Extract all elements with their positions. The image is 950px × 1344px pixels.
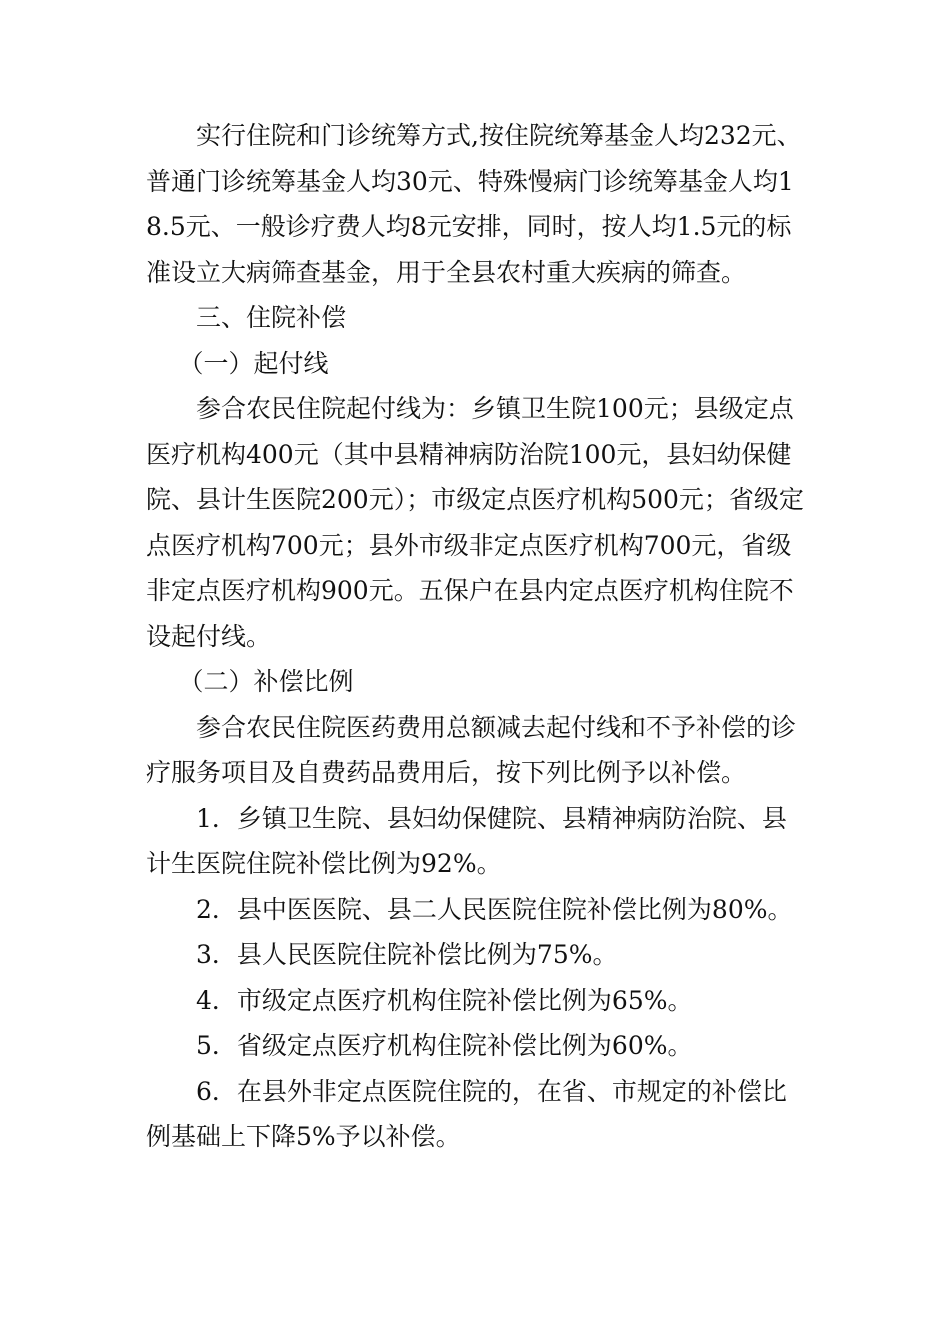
paragraph-compensation-intro: 参合农民住院医药费用总额减去起付线和不予补偿的诊疗服务项目及自费药品费用后，按下列比例予以补偿。 [146,712,797,787]
paragraph-deductible-details: 参合农民住院起付线为：乡镇卫生院100元；县级定点医疗机构400元（其中县精神病防治院100元，县妇幼保健院、县计生医院200元）；市级定点医疗机构500元；省级定点医疗机构700元；县外市级非定点医疗机构700元，省级非定点医疗机构900元。五保户在县内定点医疗机构住院不设起付线。 [146,394,804,651]
list-item-ratio-5: 5．省级定点医疗机构住院补偿比例为60%。 [196,1031,693,1060]
list-item-ratio-2: 2．县中医医院、县二人民医院住院补偿比例为80%。 [196,894,793,924]
list-item-ratio-4: 4．市级定点医疗机构住院补偿比例为65%。 [196,985,693,1015]
section-heading-inpatient-compensation: 三、住院补偿 [196,303,347,332]
list-item-ratio-3: 3．县人民医院住院补偿比例为75%。 [196,940,618,969]
document-body [146,113,808,1160]
list-item-ratio-6: 6．在县外非定点医院住院的，在省、市规定的补偿比例基础上下降5%予以补偿。 [146,1076,787,1151]
subheading-compensation-ratio: （二）补偿比例 [178,667,354,696]
paragraph-funding-plan: 实行住院和门诊统筹方式,按住院统筹基金人均232元、普通门诊统筹基金人均30元、特殊慢病门诊统筹基金人均18.5元、一般诊疗费人均8元安排，同时，按人均1.5元的标准设立大病筛查基金，用于全县农村重大疾病的筛查。 [146,121,802,287]
list-item-ratio-1: 1．乡镇卫生院、县妇幼保健院、县精神病防治院、县计生医院住院补偿比例为92%。 [146,803,787,878]
subheading-deductible: （一）起付线 [178,348,329,378]
